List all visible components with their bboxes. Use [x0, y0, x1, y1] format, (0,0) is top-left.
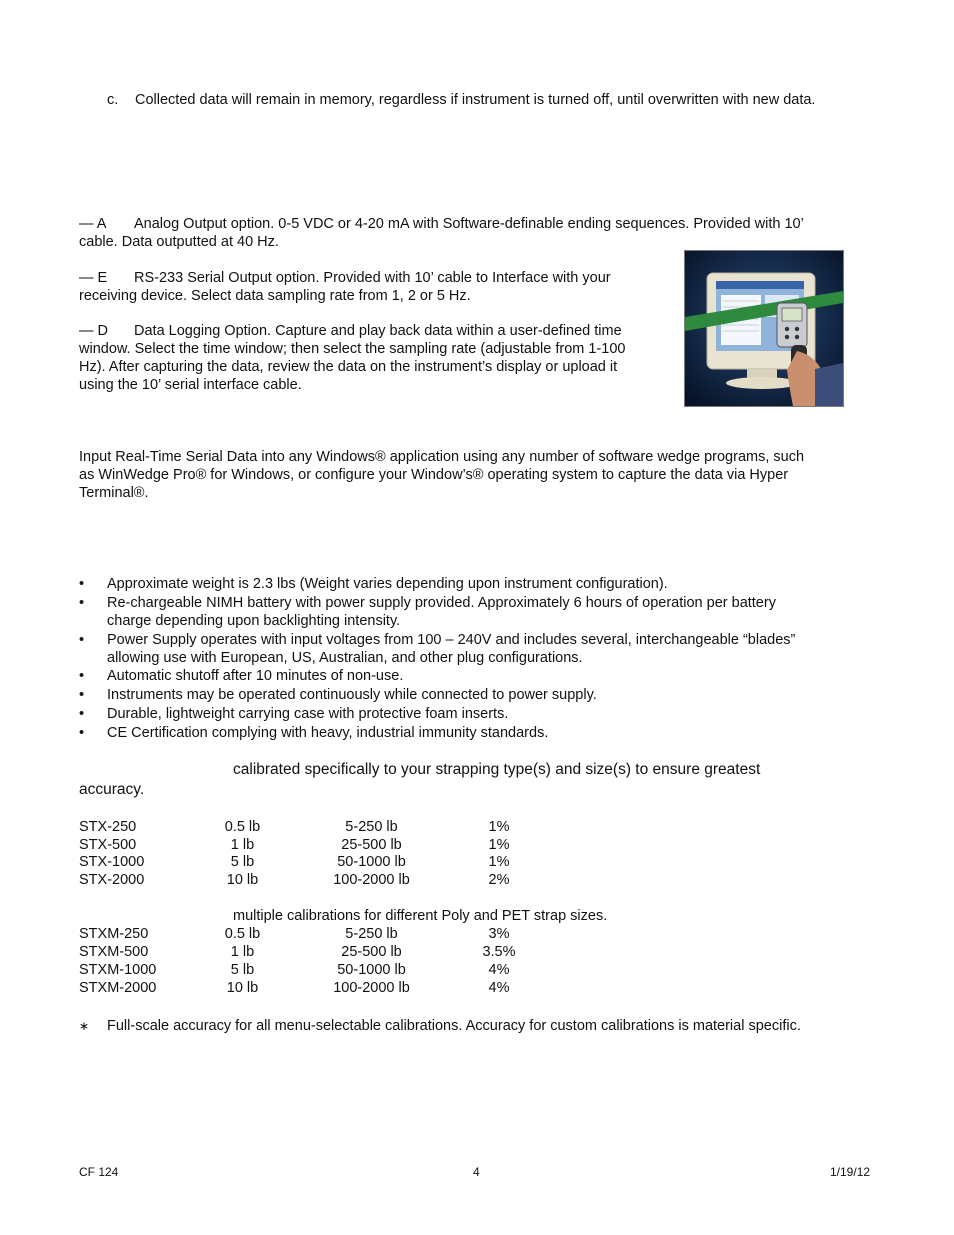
accuracy-cell: 1%	[488, 854, 510, 870]
table-row	[79, 925, 579, 943]
bullet-marker: •	[79, 632, 85, 648]
resolution-cell: 1 lb	[230, 944, 255, 960]
footnote	[79, 1017, 864, 1035]
table-row	[79, 961, 579, 979]
range-cell: 25-500 lb	[341, 944, 402, 960]
range-cell: 5-250 lb	[345, 819, 398, 835]
model-cell: STXM-2000	[79, 980, 157, 996]
feature-item	[79, 575, 864, 593]
table-row	[79, 818, 579, 836]
accuracy-cell: 3%	[488, 926, 510, 942]
feature-text: charge depending upon backlighting intensity.	[107, 613, 401, 629]
stxm-intro: multiple calibrations for different Poly and PET strap sizes.	[233, 908, 608, 924]
option-text-line: Hz). After capturing the data, review the data on the instrument’s display or upload it	[79, 359, 618, 375]
option-text-line: cable. Data outputted at 40 Hz.	[79, 234, 279, 250]
stx-intro-line: calibrated specifically to your strapping type(s) and size(s) to ensure greatest	[233, 761, 761, 778]
feature-item	[79, 686, 864, 704]
resolution-cell: 0.5 lb	[224, 819, 261, 835]
option-text-line: Data Logging Option. Capture and play back data within a user-defined time	[134, 323, 622, 339]
option-data-logging	[79, 322, 674, 394]
bullet-marker: •	[79, 687, 85, 703]
footnote-marker: ∗	[79, 1019, 90, 1033]
model-cell: STXM-1000	[79, 962, 157, 978]
feature-item	[79, 631, 864, 667]
resolution-cell: 5 lb	[230, 854, 255, 870]
model-cell: STX-500	[79, 837, 137, 853]
bullet-marker: •	[79, 668, 85, 684]
option-text-line: receiving device. Select data sampling rate from 1, 2 or 5 Hz.	[79, 288, 471, 304]
option-text-line: Analog Output option. 0-5 VDC or 4-20 mA with Software-definable ending sequences. Provided with 10’	[134, 216, 804, 232]
accuracy-cell: 2%	[488, 872, 510, 888]
feature-item	[79, 667, 864, 685]
product-photo	[684, 250, 844, 407]
footer-document-id: CF 124	[79, 1165, 119, 1179]
range-cell: 50-1000 lb	[337, 962, 406, 978]
bullet-marker: •	[79, 595, 85, 611]
table-row	[79, 979, 579, 997]
memory-item-text: Collected data will remain in memory, regardless if instrument is turned off, until overwritten with new data.	[135, 92, 816, 108]
model-cell: STXM-500	[79, 944, 149, 960]
accuracy-cell: 4%	[488, 980, 510, 996]
software-paragraph	[79, 448, 864, 502]
accuracy-cell: 1%	[488, 837, 510, 853]
resolution-cell: 10 lb	[226, 980, 259, 996]
accuracy-cell: 4%	[488, 962, 510, 978]
range-cell: 5-250 lb	[345, 926, 398, 942]
feature-text: allowing use with European, US, Australian, and other plug configurations.	[107, 650, 583, 666]
paragraph-line: as WinWedge Pro® for Windows, or configure your Window’s® operating system to capture the data via Hyper	[79, 467, 789, 483]
range-cell: 25-500 lb	[341, 837, 402, 853]
option-analog-output	[79, 215, 864, 251]
resolution-cell: 1 lb	[230, 837, 255, 853]
memory-item-marker: c.	[107, 92, 119, 108]
paragraph-line: Input Real-Time Serial Data into any Windows® application using any number of software wedge programs, such	[79, 449, 805, 465]
model-cell: STX-250	[79, 819, 137, 835]
table-row	[79, 943, 579, 961]
option-text-line: RS-233 Serial Output option. Provided with 10’ cable to Interface with your	[134, 270, 611, 286]
feature-item	[79, 705, 864, 723]
feature-text: Power Supply operates with input voltages from 100 – 240V and includes several, interchangeable “blades”	[107, 632, 796, 648]
option-code: — A	[79, 216, 107, 232]
bullet-marker: •	[79, 576, 85, 592]
feature-item	[79, 594, 864, 630]
bullet-marker: •	[79, 725, 85, 741]
table-row	[79, 836, 579, 854]
feature-text: Re-chargeable NIMH battery with power supply provided. Approximately 6 hours of operation per battery	[107, 595, 776, 611]
bullet-marker: •	[79, 706, 85, 722]
feature-item	[79, 724, 864, 742]
option-code: — E	[79, 270, 108, 286]
feature-text: Automatic shutoff after 10 minutes of non-use.	[107, 668, 404, 684]
resolution-cell: 10 lb	[226, 872, 259, 888]
option-code: — D	[79, 323, 108, 339]
table-row	[79, 853, 579, 871]
model-cell: STXM-250	[79, 926, 149, 942]
accuracy-cell: 3.5%	[482, 944, 516, 960]
feature-text: Instruments may be operated continuously while connected to power supply.	[107, 687, 597, 703]
range-cell: 100-2000 lb	[333, 980, 410, 996]
feature-text: Approximate weight is 2.3 lbs (Weight varies depending upon instrument configuration).	[107, 576, 668, 592]
resolution-cell: 0.5 lb	[224, 926, 261, 942]
paragraph-line: Terminal®.	[79, 485, 149, 501]
option-text-line: window. Select the time window; then select the sampling rate (adjustable from 1-100	[79, 341, 626, 357]
feature-text: CE Certification complying with heavy, industrial immunity standards.	[107, 725, 549, 741]
monitor-with-tension-meter-image	[685, 251, 843, 406]
footer-date: 1/19/12	[830, 1165, 871, 1179]
option-serial-output	[79, 269, 664, 305]
footnote-text: Full-scale accuracy for all menu-selectable calibrations. Accuracy for custom calibrations is material specific.	[107, 1018, 801, 1034]
option-text-line: using the 10’ serial interface cable.	[79, 377, 302, 393]
table-row	[79, 871, 579, 889]
range-cell: 50-1000 lb	[337, 854, 406, 870]
accuracy-cell: 1%	[488, 819, 510, 835]
model-cell: STX-2000	[79, 872, 145, 888]
model-cell: STX-1000	[79, 854, 145, 870]
stx-intro-line: accuracy.	[79, 781, 145, 798]
resolution-cell: 5 lb	[230, 962, 255, 978]
memory-item	[107, 91, 815, 109]
range-cell: 100-2000 lb	[333, 872, 410, 888]
feature-text: Durable, lightweight carrying case with protective foam inserts.	[107, 706, 509, 722]
footer-page-number: 4	[473, 1165, 480, 1179]
